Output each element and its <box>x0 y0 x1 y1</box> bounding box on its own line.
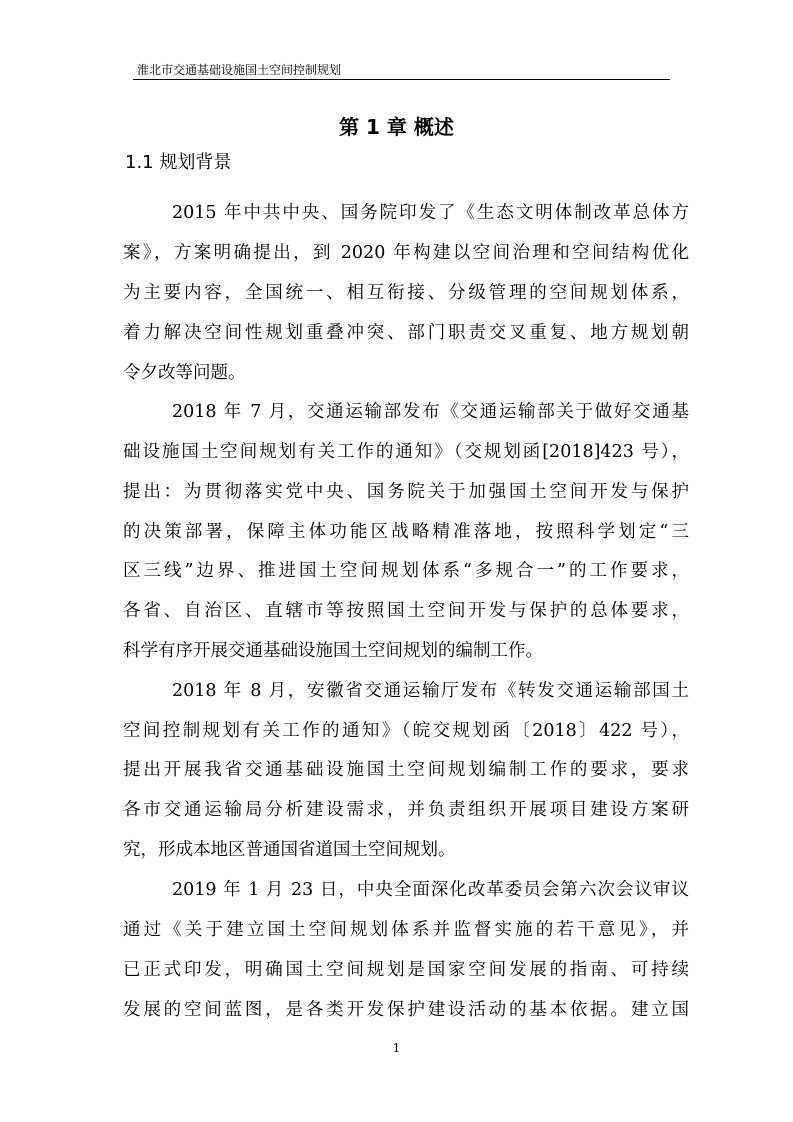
text-line: 为主要内容，全国统一、相互衔接、分级管理的空间规划体系， <box>123 283 689 303</box>
text-line: 的决策部署，保障主体功能区战略精准落地，按照科学划定“三 <box>123 522 689 542</box>
text-line: 提出开展我省交通基础设施国土空间规划编制工作的要求，要求 <box>123 760 689 780</box>
text-line: 各省、自治区、直辖市等按照国土空间开发与保护的总体要求， <box>123 601 689 621</box>
text-line: 础设施国土空间规划有关工作的通知》（交规划函[2018]423 号）， <box>123 442 689 462</box>
text-line: 2018 年 7 月，交通运输部发布《交通运输部关于做好交通基 <box>172 402 689 422</box>
text-line: 令夕改等问题。 <box>123 363 246 383</box>
text-line: 各市交通运输局分析建设需求，并负责组织开展项目建设方案研 <box>123 800 689 820</box>
text-line: 发展的空间蓝图，是各类开发保护建设活动的基本依据。建立国 <box>123 1000 689 1020</box>
text-line: 2018 年 8 月，安徽省交通运输厅发布《转发交通运输部国土 <box>172 681 689 701</box>
text-line: 通过《关于建立国土空间规划体系并监督实施的若干意见》，并 <box>123 920 689 940</box>
text-line: 提出：为贯彻落实党中央、国务院关于加强国土空间开发与保护 <box>123 482 689 502</box>
text-line: 2015 年中共中央、国务院印发了《生态文明体制改革总体方 <box>172 203 689 223</box>
text-line: 空间控制规划有关工作的通知》（皖交规划函〔2018〕422 号）， <box>123 721 689 741</box>
text-line: 着力解决空间性规划重叠冲突、部门职责交叉重复、地方规划朝 <box>123 323 689 343</box>
text-line: 区三线”边界、推进国土空间规划体系“多规合一”的工作要求， <box>123 561 689 581</box>
header-title: 淮北市交通基础设施国土空间控制规划 <box>137 63 342 77</box>
text-line: 案》，方案明确提出，到 2020 年构建以空间治理和空间结构优化 <box>123 243 689 263</box>
text-line: 2019 年 1 月 23 日，中央全面深化改革委员会第六次会议审议 <box>172 880 689 900</box>
text-line: 究，形成本地区普通国省道国土空间规划。 <box>123 840 456 860</box>
header-divider <box>133 79 670 80</box>
section-title: 1.1 规划背景 <box>125 152 232 173</box>
chapter-title: 第 1 章 概述 <box>339 115 454 139</box>
text-line: 科学有序开展交通基础设施国土空间规划的编制工作。 <box>123 641 543 661</box>
page-number: 1 <box>392 1041 401 1055</box>
text-line: 已正式印发，明确国土空间规划是国家空间发展的指南、可持续 <box>123 960 689 980</box>
